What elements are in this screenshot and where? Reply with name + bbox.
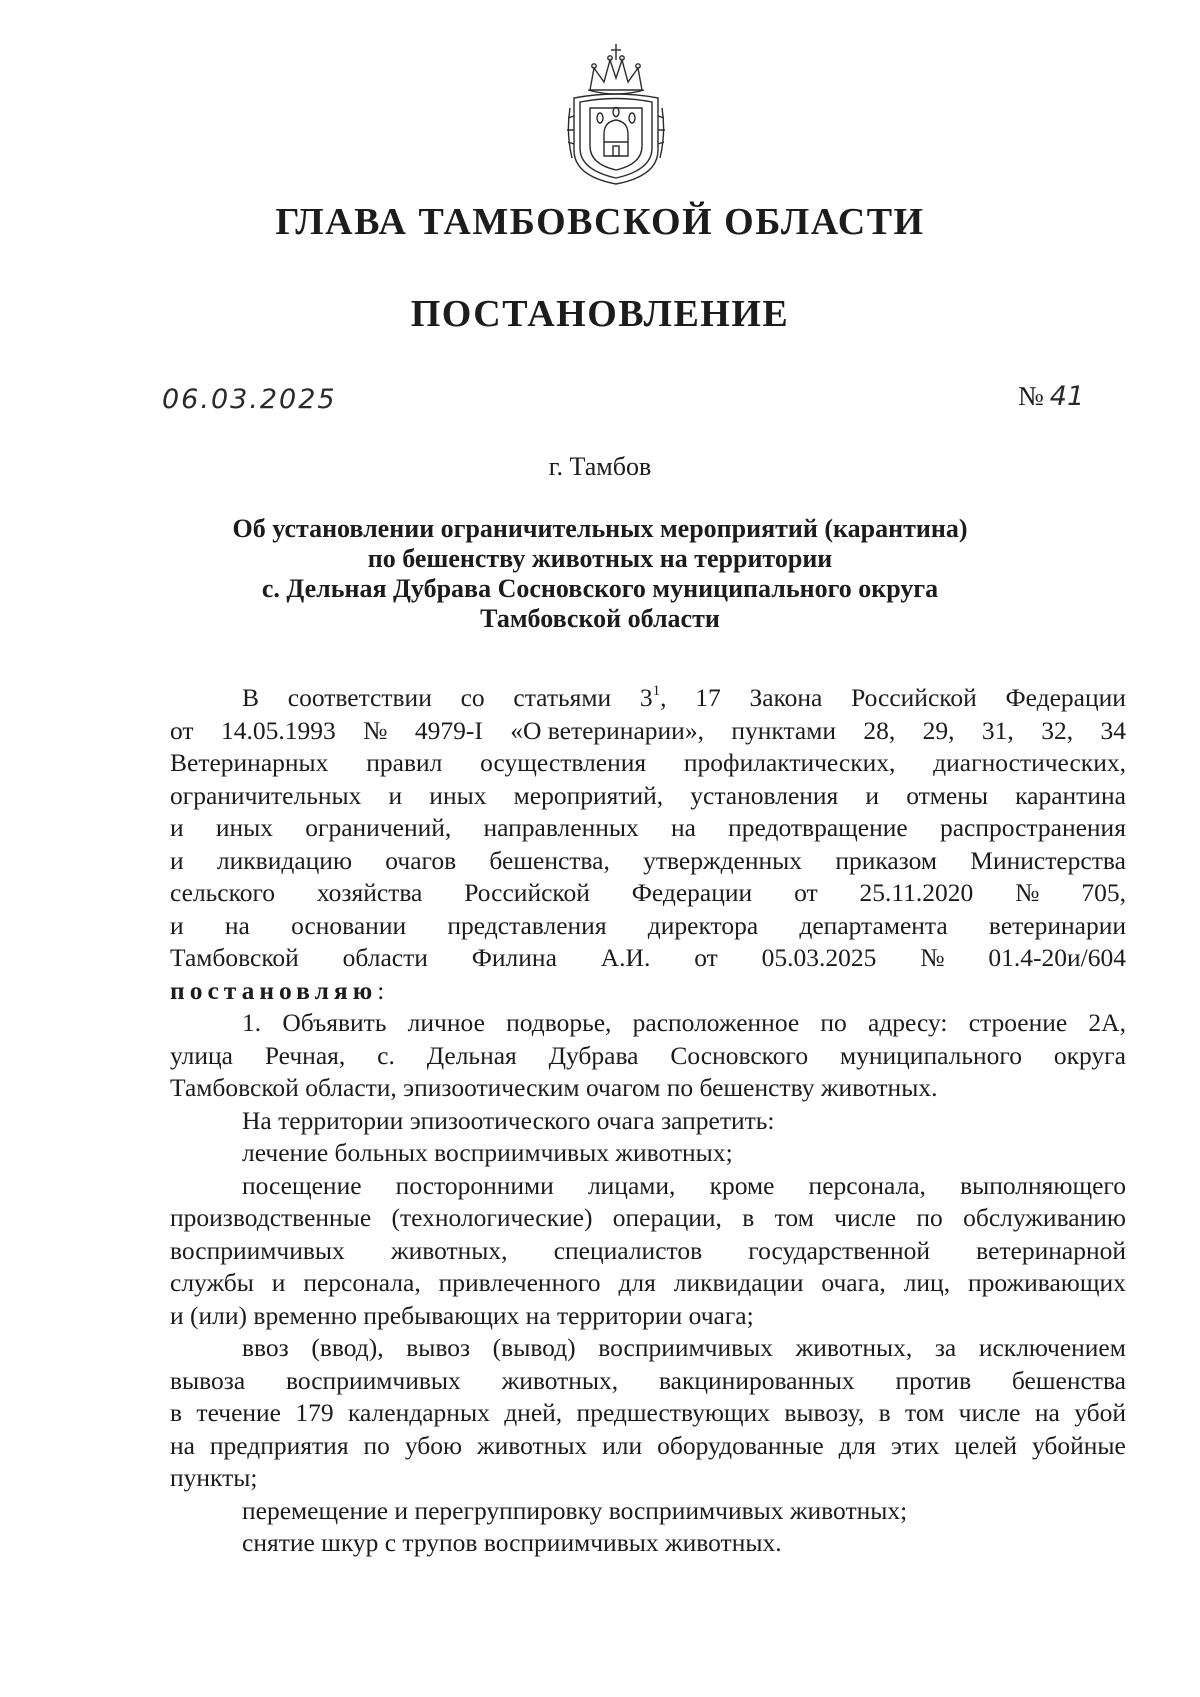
word: бешенства xyxy=(1011,1365,1126,1395)
document-title xyxy=(160,514,1040,634)
word: ветеринарии xyxy=(988,910,1126,940)
word: муниципального xyxy=(839,1040,1022,1070)
word: (технологические) xyxy=(391,1203,593,1232)
word: животных, xyxy=(501,1365,619,1395)
word: профилактических, xyxy=(683,748,896,777)
word: Российской xyxy=(851,683,977,712)
word: вывоза xyxy=(170,1365,246,1395)
word: 28, xyxy=(863,715,896,745)
superscript: 1 xyxy=(652,682,661,699)
word: № xyxy=(363,715,388,745)
word: Закона xyxy=(749,683,823,712)
word: предотвращение xyxy=(728,813,908,842)
word: округа xyxy=(1053,1040,1126,1070)
word: животных, xyxy=(390,1235,508,1265)
body-line xyxy=(170,942,1126,975)
word: с. xyxy=(377,1040,395,1070)
word: привлеченного xyxy=(438,1268,601,1297)
word: по xyxy=(820,1008,847,1037)
word: Российской xyxy=(464,878,590,907)
word: , xyxy=(660,683,667,712)
word-with-superscript xyxy=(640,682,667,715)
word: на xyxy=(670,813,696,842)
word: восприимчивых xyxy=(285,1365,461,1395)
word: ветеринарной xyxy=(976,1235,1126,1265)
word: утвержденных xyxy=(643,845,803,875)
word: государственной xyxy=(748,1235,931,1265)
word: установления xyxy=(690,780,839,810)
word: карантина xyxy=(1015,780,1126,810)
body-line: перемещение и перегруппировку восприимчивых животных; xyxy=(242,1495,908,1525)
word: на xyxy=(224,910,250,940)
word: посторонними xyxy=(395,1170,554,1200)
body-line xyxy=(170,1040,1126,1073)
body-line: Тамбовской области, эпизоотическим очагом по бешенству животных. xyxy=(170,1073,938,1102)
word: оборудованные xyxy=(657,1430,824,1460)
word: персонала, xyxy=(303,1268,421,1297)
word: ограничений, xyxy=(305,813,452,842)
word: дней, xyxy=(504,1398,563,1427)
body-line xyxy=(170,1267,1126,1300)
word: от xyxy=(170,715,194,745)
word: в xyxy=(170,1398,183,1427)
word: 29, xyxy=(922,715,955,745)
word: календарных xyxy=(348,1398,490,1427)
document-body xyxy=(170,682,1126,1560)
body-line: пункты; xyxy=(170,1463,258,1492)
body-line xyxy=(170,715,1126,748)
word: этих xyxy=(890,1430,940,1460)
word: пунктами xyxy=(731,715,836,745)
word: за xyxy=(934,1333,957,1362)
word: Речная, xyxy=(264,1040,346,1070)
word: Дельная xyxy=(426,1040,517,1070)
word: Объявить xyxy=(282,1008,387,1037)
word: адресу: xyxy=(868,1008,948,1037)
body-line xyxy=(170,780,1126,813)
word: в xyxy=(878,1398,891,1427)
word: ликвидацию xyxy=(216,845,353,875)
body-line xyxy=(170,1170,1126,1203)
word: обслуживанию xyxy=(963,1203,1126,1232)
word: основании xyxy=(291,910,407,940)
handwritten-date: 06.03.2025 xyxy=(162,384,337,415)
word: и xyxy=(388,780,403,810)
word: очагов xyxy=(385,845,457,875)
word: течение xyxy=(196,1398,282,1427)
word: Тамбовской xyxy=(170,943,299,972)
word: убою xyxy=(404,1430,463,1460)
word: департамента xyxy=(799,910,948,940)
word: для xyxy=(838,1430,877,1460)
word: предприятия xyxy=(209,1430,349,1460)
word: расположенное xyxy=(632,1008,800,1037)
word: хозяйства xyxy=(316,878,423,907)
title-line: по бешенству животных на территории xyxy=(367,544,833,573)
body-line xyxy=(170,910,1126,943)
word: ввоз xyxy=(242,1333,289,1362)
word: кроме xyxy=(709,1170,775,1200)
word: предшествующих xyxy=(576,1398,770,1427)
word: 32, xyxy=(1041,715,1074,745)
body-line xyxy=(170,682,1126,715)
word: от xyxy=(794,878,818,907)
word: (вывод) xyxy=(492,1333,576,1362)
word: убой xyxy=(1074,1398,1126,1427)
word: Ветеринарных xyxy=(170,748,329,777)
document-number xyxy=(1018,381,1084,412)
body-line: снятие шкур с трупов восприимчивых животных. xyxy=(242,1528,782,1557)
word: 34 xyxy=(1100,715,1126,745)
word: на xyxy=(170,1430,195,1460)
word: Федерации xyxy=(631,878,753,907)
body-line xyxy=(170,747,1126,780)
word: вакцинированных xyxy=(658,1365,855,1395)
body-line xyxy=(170,1332,1126,1365)
word: строение xyxy=(968,1008,1068,1037)
word: соответствии xyxy=(287,683,432,712)
handwritten-number: 41 xyxy=(1049,381,1085,412)
place-of-issue: г. Тамбов xyxy=(548,452,652,481)
word: персонала, xyxy=(808,1170,926,1200)
body-line: На территории эпизоотического очага запретить: xyxy=(242,1105,775,1135)
word: на xyxy=(1034,1398,1060,1427)
word: Сосновского xyxy=(670,1040,809,1070)
word: представления xyxy=(447,910,607,940)
word: Филина xyxy=(471,943,557,972)
word: отмены xyxy=(906,780,988,810)
word: исключением xyxy=(978,1333,1126,1362)
word: ликвидации xyxy=(673,1268,804,1297)
word: 01.4-20и/604 xyxy=(988,943,1126,972)
body-line xyxy=(170,1397,1126,1430)
word: № xyxy=(1015,878,1040,907)
word: животных, xyxy=(795,1333,913,1362)
word: проживающих xyxy=(968,1268,1126,1297)
word: и xyxy=(271,1268,286,1297)
word: восприимчивых xyxy=(170,1235,345,1265)
word: производственные xyxy=(170,1203,372,1232)
word: 31, xyxy=(981,715,1014,745)
word: (ввод), xyxy=(311,1333,384,1362)
resolve-line xyxy=(170,975,1126,1008)
word: Федерации xyxy=(1005,683,1126,712)
word: и xyxy=(865,780,880,810)
number-sign: № xyxy=(1018,381,1044,411)
word: от xyxy=(694,943,718,972)
word: животных xyxy=(476,1430,588,1460)
word: лицами, xyxy=(587,1170,676,1200)
word: осуществления xyxy=(480,748,647,777)
title-line: с. Дельная Дубрава Сосновского муниципального округа xyxy=(261,574,939,603)
body-line xyxy=(170,1235,1126,1268)
word: 705, xyxy=(1081,878,1126,907)
body-line xyxy=(170,1365,1126,1398)
word: целей xyxy=(954,1430,1018,1460)
word: убойные xyxy=(1031,1430,1126,1460)
word: по xyxy=(916,1203,943,1232)
word: числе xyxy=(958,1398,1021,1427)
word: в xyxy=(742,1203,755,1232)
body-line xyxy=(170,1007,1126,1040)
word: диагностических, xyxy=(933,748,1126,777)
word: 14.05.1993 xyxy=(220,715,336,745)
word: посещение xyxy=(242,1170,362,1200)
word: вывозу, xyxy=(784,1398,865,1427)
word: бешенства, xyxy=(489,845,610,875)
document-type-heading: ПОСТАНОВЛЕНИЕ xyxy=(410,293,790,335)
title-line: Об установлении ограничительных мероприятий (карантина) xyxy=(232,514,968,543)
word: «О ветеринарии», xyxy=(510,715,704,745)
resolve-word: постановляю xyxy=(170,975,378,1005)
resolve-colon: : xyxy=(377,975,385,1005)
word: мероприятий, xyxy=(513,780,664,810)
word: В xyxy=(242,683,260,712)
word: Дубрава xyxy=(548,1040,639,1070)
word: 179 xyxy=(295,1398,334,1427)
body-line xyxy=(170,1202,1126,1235)
word: службы xyxy=(170,1268,254,1297)
word: 2А, xyxy=(1088,1008,1126,1037)
coat-of-arms-emblem xyxy=(560,38,672,188)
word: ограничительных xyxy=(170,780,362,810)
word: иных xyxy=(429,780,487,810)
word: 4979-I xyxy=(414,715,483,745)
word: 25.11.2020 xyxy=(859,878,974,907)
word: выполняющего xyxy=(960,1170,1126,1200)
word: правил xyxy=(366,748,443,777)
word: 1. xyxy=(242,1008,262,1037)
word: и xyxy=(170,845,184,875)
body-line xyxy=(170,1430,1126,1463)
word: Министерства xyxy=(970,845,1126,875)
word: сельского xyxy=(170,878,276,907)
word: директора xyxy=(647,910,759,940)
word: со xyxy=(460,683,485,712)
word: области xyxy=(342,943,428,972)
word: 17 xyxy=(695,683,721,712)
word: распространения xyxy=(939,813,1126,842)
word: очага, xyxy=(821,1268,886,1297)
word: иных xyxy=(215,813,274,842)
word: для xyxy=(618,1268,656,1297)
body-line: и (или) временно пребывающих на территории очага; xyxy=(170,1300,754,1330)
word: личное xyxy=(407,1008,485,1037)
word: числе xyxy=(834,1203,897,1232)
title-line: Тамбовской области xyxy=(480,604,720,633)
word: статьями xyxy=(513,683,612,712)
word: том xyxy=(905,1398,945,1427)
word: 05.03.2025 xyxy=(761,943,877,972)
word: против xyxy=(895,1365,972,1395)
body-line: лечение больных восприимчивых животных; xyxy=(242,1138,733,1167)
body-line xyxy=(170,845,1126,878)
body-line xyxy=(170,877,1126,910)
word: № xyxy=(920,943,945,972)
word: и xyxy=(170,910,184,940)
word: специалистов xyxy=(553,1235,703,1265)
word: 3 xyxy=(639,683,653,712)
word: приказом xyxy=(835,845,938,875)
word: улица xyxy=(170,1040,233,1070)
word: и xyxy=(170,813,184,842)
word: операции, xyxy=(612,1203,722,1232)
issuing-authority-heading: ГЛАВА ТАМБОВСКОЙ ОБЛАСТИ xyxy=(275,201,925,243)
word: том xyxy=(774,1203,814,1232)
word: по xyxy=(363,1430,390,1460)
word: восприимчивых xyxy=(598,1333,774,1362)
word: вывоз xyxy=(406,1333,471,1362)
word: лиц, xyxy=(903,1268,951,1297)
word: направленных xyxy=(483,813,639,842)
word: или xyxy=(602,1430,643,1460)
word: А.И. xyxy=(600,943,651,972)
body-line xyxy=(170,812,1126,845)
word: подворье, xyxy=(506,1008,612,1037)
